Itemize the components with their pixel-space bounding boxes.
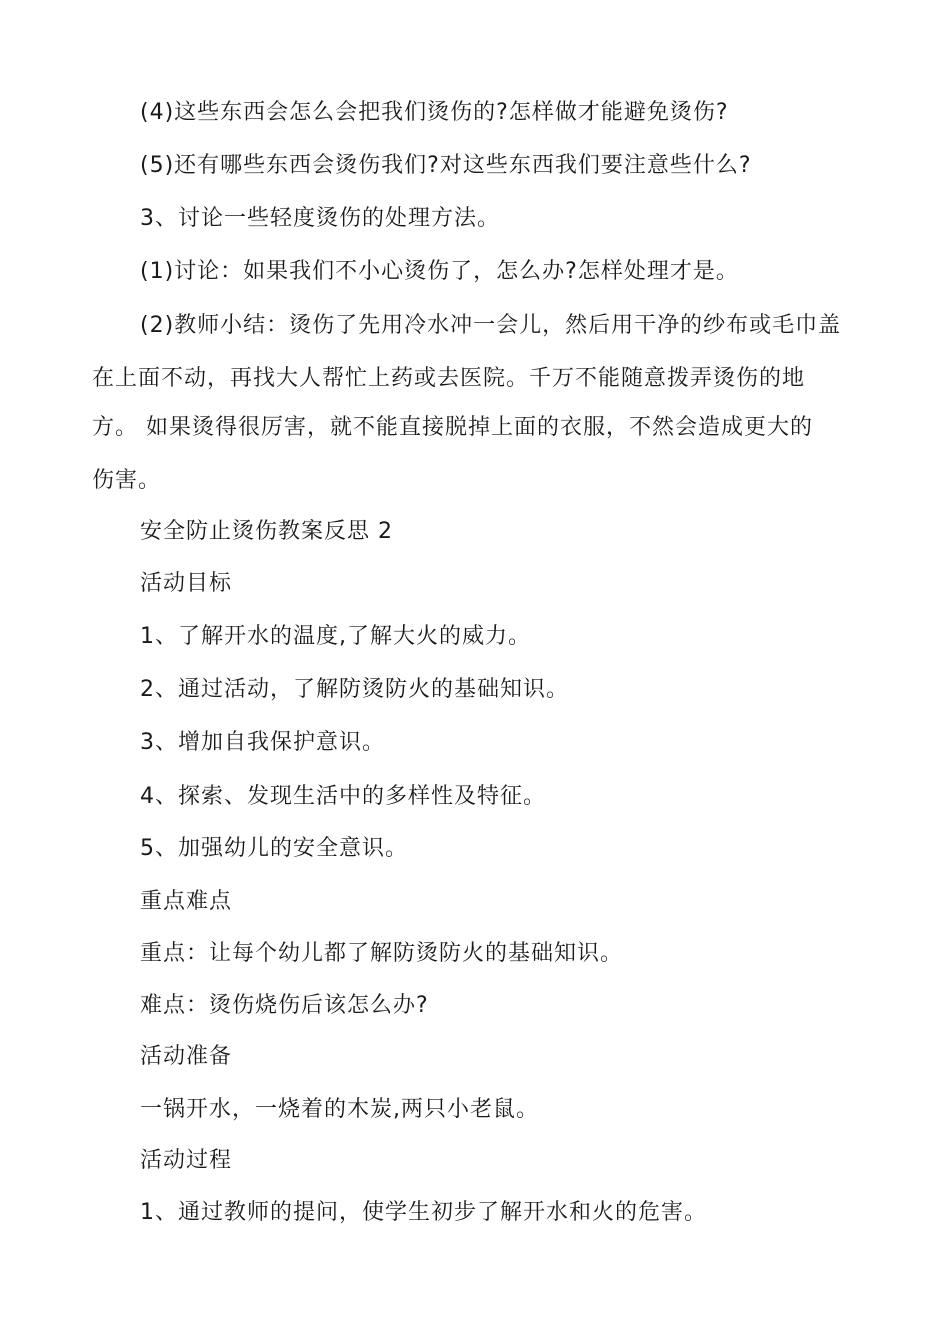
paragraph-line: 伤害。 xyxy=(92,468,162,493)
list-item: 3、增加自我保护意识。 xyxy=(140,730,385,755)
paragraph-line: 难点：烫伤烧伤后该怎么办? xyxy=(140,993,429,1018)
paragraph-line: 重点：让每个幼儿都了解防烫防火的基础知识。 xyxy=(140,941,624,966)
paragraph-line: (5)还有哪些东西会烫伤我们?对这些东西我们要注意些什么? xyxy=(140,153,752,178)
section-heading: 活动目标 xyxy=(140,571,233,596)
paragraph-line: 方。 如果烫得很厉害，就不能直接脱掉上面的衣服，不然会造成更大的 xyxy=(92,415,813,440)
list-item: 1、通过教师的提问，使学生初步了解开水和火的危害。 xyxy=(140,1200,707,1225)
paragraph-line: (2)教师小结：烫伤了先用冷水冲一会儿，然后用干净的纱布或毛巾盖 xyxy=(140,313,842,338)
list-item: 4、探索、发现生活中的多样性及特征。 xyxy=(140,784,546,809)
paragraph-line: 一锅开水，一烧着的木炭,两只小老鼠。 xyxy=(140,1097,539,1122)
section-heading: 活动过程 xyxy=(140,1148,233,1173)
list-item: 1、了解开水的温度,了解大火的威力。 xyxy=(140,624,531,649)
list-item: 2、通过活动，了解防烫防火的基础知识。 xyxy=(140,677,569,702)
section-title: 安全防止烫伤教案反思 2 xyxy=(140,519,393,544)
section-heading: 活动准备 xyxy=(140,1044,233,1069)
paragraph-line: (4)这些东西会怎么会把我们烫伤的?怎样做才能避免烫伤? xyxy=(140,100,729,125)
paragraph-line: 在上面不动，再找大人帮忙上药或去医院。千万不能随意拨弄烫伤的地 xyxy=(92,366,806,391)
paragraph-line: (1)讨论：如果我们不小心烫伤了，怎么办?怎样处理才是。 xyxy=(140,259,739,284)
section-heading: 重点难点 xyxy=(140,889,233,914)
paragraph-line: 3、讨论一些轻度烫伤的处理方法。 xyxy=(140,206,500,231)
list-item: 5、加强幼儿的安全意识。 xyxy=(140,836,408,861)
